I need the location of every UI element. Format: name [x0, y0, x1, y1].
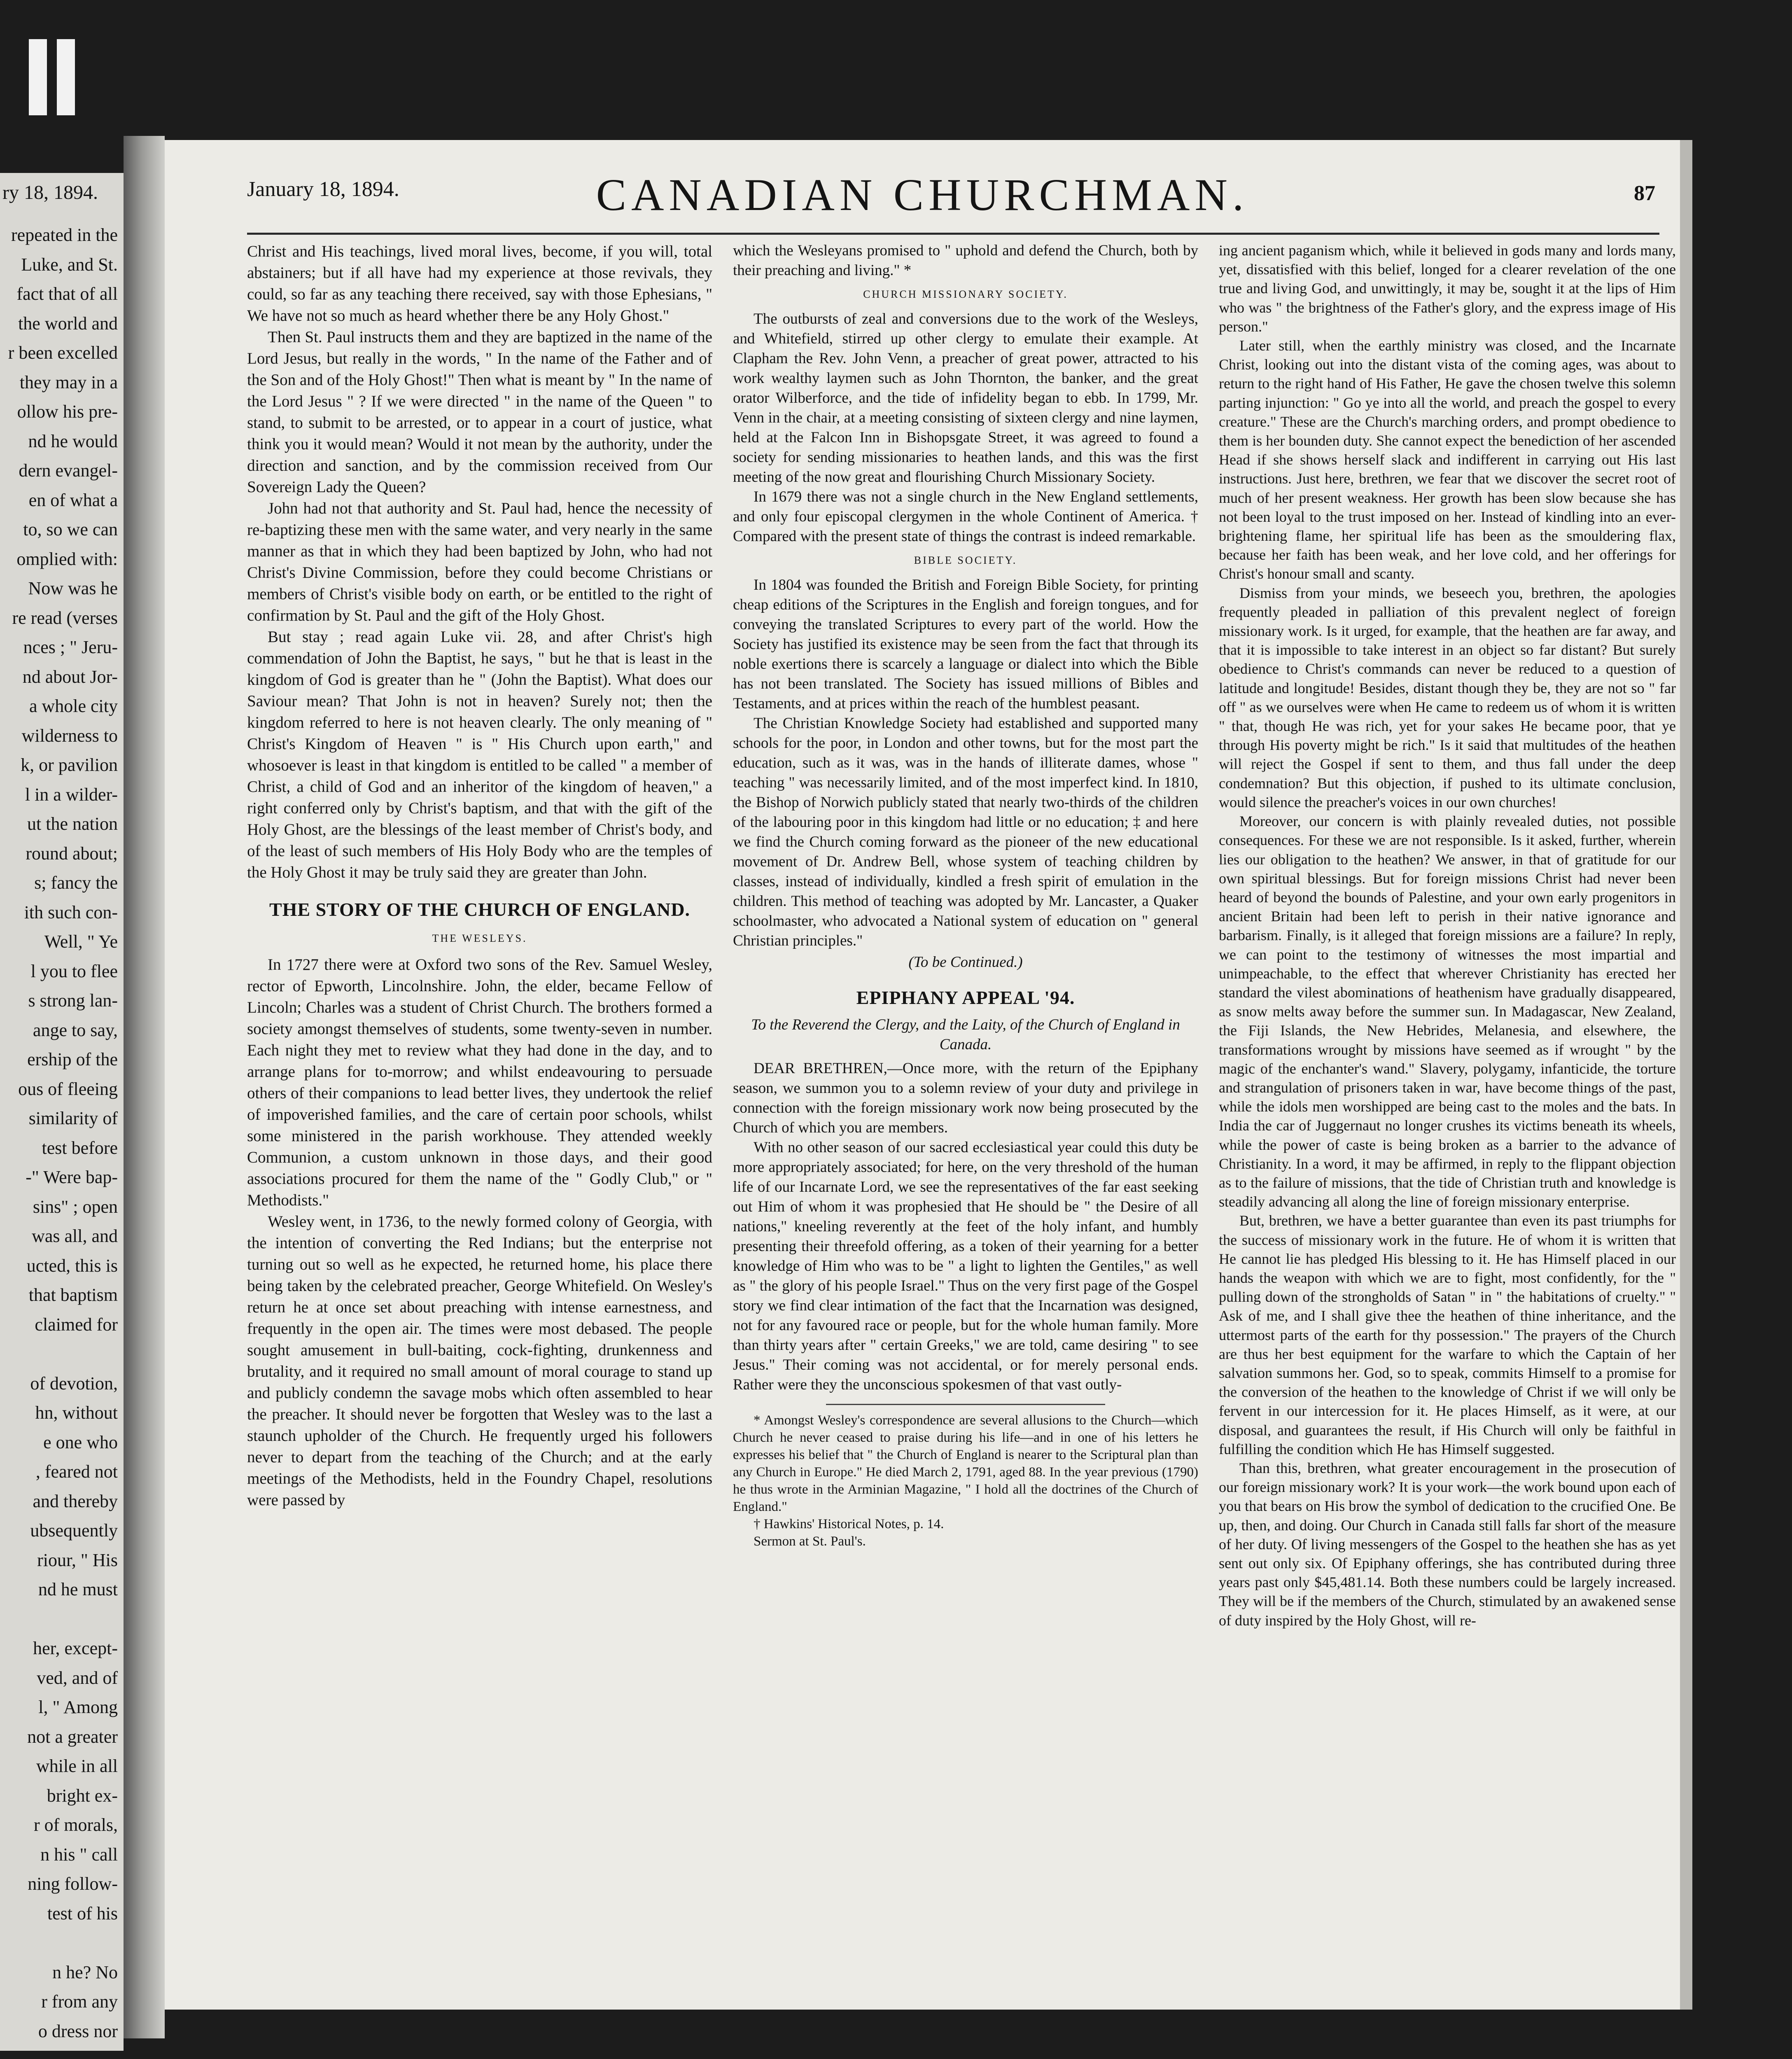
adjacent-page-line: a whole city — [29, 696, 118, 716]
adjacent-page-line: Well, " Ye — [44, 931, 118, 952]
adjacent-page-line: similarity of — [28, 1108, 118, 1128]
adjacent-page-line: and thereby — [33, 1491, 118, 1511]
adjacent-page-line: nd he must — [38, 1579, 118, 1599]
adjacent-page-line: nces ; " Jeru- — [23, 637, 118, 657]
footnote: † Hawkins' Historical Notes, p. 14. — [754, 1517, 944, 1531]
column-1 — [247, 241, 712, 1995]
article-heading: EPIPHANY APPEAL '94. — [856, 987, 1075, 1008]
adjacent-page-line — [8, 1339, 118, 1369]
adjacent-page-line: ut the nation — [27, 814, 118, 834]
newspaper-page — [165, 140, 1680, 2010]
paragraph: Moreover, our concern is with plainly revealed duties, not possible consequences. For these we are not responsible. Is it asked, further, wherein lies our obligation to the heathen? We answer, in that of gratitude for our own spiritual blessings. But for foreign missions Christ had never been heard of beyond the bounds of Palestine, and your own early progenitors in ancient Britain had been left to perish in their native ignorance and barbarism. Finally, is it alleged that foreign missions are a failure? In reply, we can point to the testimony of witnesses the most impartial and unimpeachable, to the effect that wherever Christianity has erected her standard the vilest abominations of heathenism have gradually disappeared, as snow melts away before the summer sun. In Madagascar, New Zealand, the Fiji Islands, the New Hebrides, Melanesia, and elsewhere, the transformations wrought by missions have seemed as if wrought " by the magic of the enchanter's wand." Slavery, polygamy, infanticide, the torture and strangulation of prisoners taken in war, have become things of the past, while the idols men worshipped are being cast to the moles and the bats. In India the car of Juggernaut no longer crushes its victims beneath its wheels, while the power of caste is being broken as a barrier to the advance of Christianity. In a word, it may be affirmed, in reply to the flippant objection as to the failure of missions, that the tide of Christian truth and knowledge is steadily advancing all along the line of foreign missionary enterprise. — [1219, 813, 1676, 1210]
adjacent-page-line: claimed for — [35, 1314, 118, 1335]
adjacent-page-line: to, so we can — [23, 519, 118, 539]
paragraph: The Christian Knowledge Society had established and supported many schools for the poor, in London and other towns, but for the most part the education, such as it was, was in the hands of illiterate dames, whose " teaching " was necessarily limited, and of the most imperfect kind. In 1810, the Bishop of Norwich publicly stated that nearly two-thirds of the children of the labouring poor in this kingdom had little or no education; ‡ and here we find the Church coming forward as the pioneer of the new educational movement of Dr. Andrew Bell, whose system of teaching children by classes, instead of individually, kindled a fresh spirit of emulation in the children. This method of teaching was adopted by Mr. Lancaster, a Quaker schoolmaster, who advocated a National system of education on " general Christian principles." — [733, 715, 1198, 949]
page-gutter — [124, 136, 165, 2038]
adjacent-page-line: fact that of all — [16, 284, 118, 304]
adjacent-page-line: k, or pavilion — [21, 755, 118, 775]
adjacent-page-line: the world and — [18, 313, 118, 334]
adjacent-page-fragment — [0, 173, 124, 2051]
paragraph: Dismiss from your minds, we beseech you, brethren, the apologies frequently pleaded in palliation of this prevalent neglect of foreign missionary work. Is it urged, for example, that the heathen are far away, and that it is impossible to take interest in an object so far distant? But surely obedience to Christ's commands can never be reduced to a question of latitude and longitude! Besides, distant though they be, they are not so " far off " as we ourselves were when He came to redeem us of whom it is written " that, though He was rich, yet for your sakes He became poor, that ye through His poverty might be rich." Is it said that multitudes of the heathen will reject the Gospel if sent to them, and thus fall under the deep condemnation? But this objection, if pushed to its ultimate conclusion, would silence the preacher's voices in our own churches! — [1219, 584, 1676, 810]
adjacent-page-line: ous of fleeing — [18, 1079, 118, 1099]
adjacent-page-line: ucted, this is — [26, 1255, 118, 1276]
adjacent-page-line: while in all — [36, 1756, 118, 1776]
adjacent-page-line: r of morals, — [33, 1815, 118, 1835]
adjacent-page-line: omplied with: — [16, 549, 118, 569]
paragraph: In 1804 was founded the British and Foreign Bible Society, for printing cheap editions of the Scriptures in the English and foreign tongues, and for conveying the translated Scriptures to every part of the world. How the Society has justified its existence may be seen from the fact that through its noble exertions there is scarcely a language or dialect into which the Bible has not been translated. The Society has issued millions of Bibles and Testaments, and at prices within the reach of the humblest peasant. — [733, 577, 1198, 712]
adjacent-page-lines — [8, 220, 118, 2051]
adjacent-page-line: hn, without — [35, 1403, 118, 1423]
footnote: Sermon at St. Paul's. — [754, 1534, 866, 1549]
paragraph: Wesley went, in 1736, to the newly formed colony of Georgia, with the intention of converting the Red Indians; but the enterprise not turning out so well as he expected, he returned home, his place there being taken by the celebrated preacher, George Whitefield. On Wesley's return he at once set about preaching with intense earnestness, and frequently in the open air. The times were most debased. The people sought amusement in bull-baiting, cock-fighting, drunkenness and brutality, and it required no small amount of moral courage to stand up and publicly condemn the savage mobs which often assembled to hear the preacher. It should never be forgotten that Wesley was to the last a staunch upholder of the Church. He frequently urged his followers never to depart from the teaching of the Church; and at the early meetings of the Methodists, held in the Foundry Chapel, resolutions were passed by — [247, 1213, 712, 1509]
section-subheading: BIBLE SOCIETY. — [914, 554, 1017, 566]
adjacent-page-line: s strong lan- — [28, 990, 118, 1011]
adjacent-page-line: e one who — [43, 1432, 118, 1452]
adjacent-page-line: that baptism — [28, 1285, 118, 1305]
adjacent-page-line: nd about Jor- — [22, 666, 118, 687]
article-address: To the Reverend the Clergy, and the Laity, of the Church of England in Canada. — [751, 1016, 1180, 1053]
adjacent-page-line: Now was he — [28, 578, 118, 598]
adjacent-page-line: sins" ; open — [33, 1196, 118, 1217]
adjacent-page-line: dern evangel- — [19, 460, 118, 481]
adjacent-page-line — [8, 1604, 118, 1634]
issue-date: January 18, 1894. — [247, 177, 399, 201]
masthead-title: CANADIAN CHURCHMAN. — [596, 170, 1249, 220]
adjacent-page-line: test before — [42, 1137, 118, 1158]
paragraph: The outbursts of zeal and conversions due to the work of the Wesleys, and Whitefield, stirred up other clergy to emulate their example. At Clapham the Rev. John Venn, a preacher of great power, attracted to his work wealthy laymen such as John Thornton, the banker, and the great orator Wilberforce, and the tide of infidelity began to ebb. In 1799, Mr. Venn in the chair, at a meeting consisting of sixteen clergy and nine laymen, held at the Falcon Inn in Bishopsgate Street, it was agreed to found a society for sending missionaries to heathen lands, and this was the first meeting of the now great and flourishing Church Missionary Society. — [733, 310, 1198, 486]
adjacent-page-line: Luke, and St. — [21, 254, 118, 275]
adjacent-page-line: ith such con- — [24, 902, 118, 922]
paragraph: In 1727 there were at Oxford two sons of the Rev. Samuel Wesley, rector of Epworth, Lincolnshire. John, the elder, became Fellow of Lincoln; Charles was a student of Christ Church. The brothers formed a society amongst themselves of students, some twenty-seven in number. Each night they met to review what they had done in the day, and to arrange plans for to-morrow; and whilst endeavouring to persuade others of their companions to lead better lives, they undertook the relief of impoverished families, and the care of certain poor schools, whilst some ministered in the parish workhouse. They attended weekly Communion, a custom unknown in those days, and their good associations procured for them the name of the " Godly Club," or " Methodists." — [247, 956, 712, 1209]
adjacent-page-line: o dress nor — [38, 2021, 118, 2041]
adjacent-page-line: ning follow- — [28, 1874, 118, 1894]
adjacent-page-line: re read (verses — [12, 607, 118, 628]
paragraph: With no other season of our sacred ecclesiastical year could this duty be more appropriately associated; for here, on the very threshold of the human life of our Incarnate Lord, we see the representatives of the far east seeking out Him of whom it was prophesied that He should be " the Desire of all nations," kneeling reverently at the feet of the holy infant, and humbly presenting their threefold offering, as a token of their yearning for a better knowledge of Him who was to be " a light to lighten the Gentiles," as well as " the glory of his people Israel." Thus on the very first page of the Gospel story we find clear intimation of the fact that the Incarnation was designed, not for any favoured race or people, but for the whole human family. More than thirty years after " certain Greeks," we are told, came desiring " to see Jesus." Their coming was not accidental, or for merely personal ends. Rather were they the unconscious spokesmen of that vast outly- — [733, 1139, 1198, 1393]
adjacent-page-line: ubsequently — [30, 1520, 118, 1541]
adjacent-page-line: not a greater — [27, 1726, 118, 1747]
paragraph: In 1679 there was not a single church in the New England settlements, and only four episcopal clergymen in the whole Continent of America. † Compared with the present state of things the contrast is indeed remarkable. — [733, 488, 1198, 545]
adjacent-page-line: r from any — [41, 1991, 118, 2012]
adjacent-page-line: ership of the — [27, 1049, 118, 1069]
adjacent-page-line: en of what a — [28, 490, 118, 510]
adjacent-page-line: wilderness to — [21, 725, 118, 746]
adjacent-page-line: s; fancy the — [34, 873, 118, 893]
adjacent-page-line: round about; — [26, 843, 118, 864]
footnote: * Amongst Wesley's correspondence are several allusions to the Church—which Church he never ceased to praise during his life—and in one of his letters he expresses his belief that " the Church of England is nearer to the Scriptural plan than any Church in Europe." He died March 2, 1791, aged 88. In the year previous (1790) he thus wrote in the Arminian Magazine, " I hold all the doctrines of the Church of England." — [733, 1413, 1198, 1514]
adjacent-page-line — [8, 2046, 118, 2051]
article-subheading: THE WESLEYS. — [432, 932, 527, 944]
adjacent-page-line: bright ex- — [47, 1785, 118, 1806]
page-edge — [1680, 140, 1692, 2010]
adjacent-page-line: test of his — [47, 1903, 118, 1924]
adjacent-page-line: ved, and of — [37, 1667, 118, 1688]
adjacent-page-line: r been excelled — [8, 343, 118, 363]
adjacent-page-line: n he? No — [52, 1962, 118, 1982]
paragraph: Then St. Paul instructs them and they are baptized in the name of the Lord Jesus, but really in the words, " In the name of the Father and of the Son and of the Holy Ghost!" Then what is meant by " In the name of the Lord Jesus " ? If we were directed " in the name of the Queen " to stand, to submit to be arrested, or to appear in a court of justice, what think you it would mean? Would it not mean by the authority, under the direction and sanction, and by the commission received from Our Sovereign Lady the Queen? — [247, 328, 712, 496]
adjacent-page-line: l, " Among — [38, 1697, 118, 1717]
paragraph: But stay ; read again Luke vii. 28, and after Christ's high commendation of John the Baptist, he says, " but he that is least in the kingdom of God is greater than he " (John the Baptist). What does our Saviour mean? That John is not in heaven? Surely not; then the kingdom referred to here is not heaven clearly. The only meaning of " Christ's Kingdom of Heaven " is " His Church upon earth," and whosoever is least in that kingdom is entitled to be called " a member of Christ, a child of God and an inheritor of the kingdom of heaven," a right conferred only by Christ's baptism, and that with the gift of the Holy Ghost, are the blessings of the least member of Christ's body, and of the least of such members of His Holy Body who are the temples of the Holy Ghost it may be truly said they are greater than John. — [247, 628, 712, 881]
adjacent-page-line: n his " call — [40, 1844, 118, 1865]
adjacent-page-line: -" Were bap- — [26, 1167, 118, 1187]
page-number: 87 — [1634, 182, 1655, 205]
adjacent-page-line: ollow his pre- — [17, 402, 118, 422]
adjacent-page-line: ange to say, — [33, 1020, 118, 1040]
header-rule — [247, 233, 1659, 235]
column-2 — [733, 241, 1198, 1995]
adjacent-page-line: was all, and — [32, 1226, 118, 1246]
column-3 — [1219, 241, 1676, 1995]
adjacent-page-line — [8, 1928, 118, 1958]
adjacent-page-line: l in a wilder- — [25, 784, 118, 805]
footnote-rule — [826, 1404, 1105, 1405]
paragraph: DEAR BRETHREN,—Once more, with the return of the Epiphany season, we summon you to a solemn review of your duty and privilege in connection with the foreign missionary work now being prosecuted by the Church of which you are members. — [733, 1060, 1198, 1136]
adjacent-page-line: l you to flee — [30, 961, 118, 981]
adjacent-page-line: repeated in the — [11, 225, 118, 245]
continued-note: (To be Continued.) — [908, 954, 1023, 971]
adjacent-page-line: they may in a — [19, 372, 118, 392]
paragraph: But, brethren, we have a better guarantee than even its past triumphs for the success of missionary work in the future. He of whom it is written that He cannot lie has pledged His blessing to it. He has Himself placed in our hands the weapon with which we are to fight, most confidently, for the " pulling down of the strongholds of Satan " in " the habitations of cruelty." " Ask of me, and I shall give thee the heathen of thine inheritance, and the uttermost parts of the earth for thy possession." The prayers of the Church are thus her best equipment for the warfare to which the Captain of her salvation summons her. God, so to speak, commits Himself to a promise for the conversion of the heathen to the knowledge of Christ if we will only be fervent in our intercession for it. He places Himself, as it were, at our disposal, and guarantees the result, if His Church will only be faithful in fulfilling the condition which He has Himself suggested. — [1219, 1212, 1676, 1457]
paragraph: Later still, when the earthly ministry was closed, and the Incarnate Christ, looking out into the distant vista of the coming ages, was about to return to the right hand of His Father, He gave the chosen twelve this solemn parting injunction: " Go ye into all the world, and preach the gospel to every creature." These are the Church's marching orders, and prompt obedience to them is her bounden duty. She cannot expect the benediction of her ascended Head if she shows herself slack and indifferent in carrying out His last instructions. Just here, brethren, we fear that we discover the secret root of much of her present weakness. Her growth has been slow because she has not been loyal to the trust imposed on her. Instead of kindling into an ever-brightening flame, her spiritual life has been as the smouldering flax, because her faith has been weak, and her love cold, and her offerings for Christ's honour small and scanty. — [1219, 337, 1676, 582]
adjacent-page-header: ry 18, 1894. — [2, 182, 98, 203]
adjacent-page-line: her, except- — [33, 1638, 118, 1658]
adjacent-page-line: , feared not — [35, 1461, 118, 1482]
paragraph: Than this, brethren, what greater encouragement in the prosecution of our foreign missionary work? It is your work—the work bound upon each of you that bears on His brow the symbol of dedication to the crucified One. Be up, then, and doing. Our Church in Canada still falls far short of the measure of her duty. Of living messengers of the Gospel to the heathen she has as yet sent out only six. Of Epiphany offerings, she has contributed during three years past only $45,481.14. Both these numbers could be largely increased. They will be if the members of the Church, stimulated by an awakened sense of duty inspired by the Holy Ghost, will re- — [1219, 1460, 1676, 1629]
film-frame-mark-top — [29, 39, 47, 115]
paragraph: Christ and His teachings, lived moral lives, become, if you will, total abstainers; but if all have had my experience at those revivals, they could, so far as any teaching there received, say with those Ephesians, " We have not so much as heard whether there be any Holy Ghost." — [247, 243, 712, 324]
paragraph: which the Wesleyans promised to " uphold and defend the Church, both by their preaching and living." * — [733, 242, 1198, 279]
article-heading: THE STORY OF THE CHURCH OF ENGLAND. — [269, 899, 691, 920]
running-header — [165, 140, 1680, 247]
adjacent-page-line: nd he would — [28, 431, 118, 451]
section-subheading: CHURCH MISSIONARY SOCIETY. — [863, 288, 1068, 300]
film-frame-mark-top-2 — [57, 39, 75, 115]
adjacent-page-line: of devotion, — [30, 1373, 118, 1394]
adjacent-page-line: riour, " His — [37, 1550, 118, 1570]
paragraph: ing ancient paganism which, while it believed in gods many and lords many, yet, dissatisfied with this belief, longed for a clearer revelation of the one true and living God, and unwittingly, it may be, sought it at the lips of Him who was " the brightness of the Father's glory, and the express image of His person." — [1219, 242, 1676, 335]
paragraph: John had not that authority and St. Paul had, hence the necessity of re-baptizing these men with the same water, and very nearly in the same manner as that in which they had been baptized by John, who had not Christ's Divine Commission, before they could become Christians or members of Christ's visible body on earth, or be entitled to the right of confirmation by St. Paul and the gift of the Holy Ghost. — [247, 500, 712, 624]
